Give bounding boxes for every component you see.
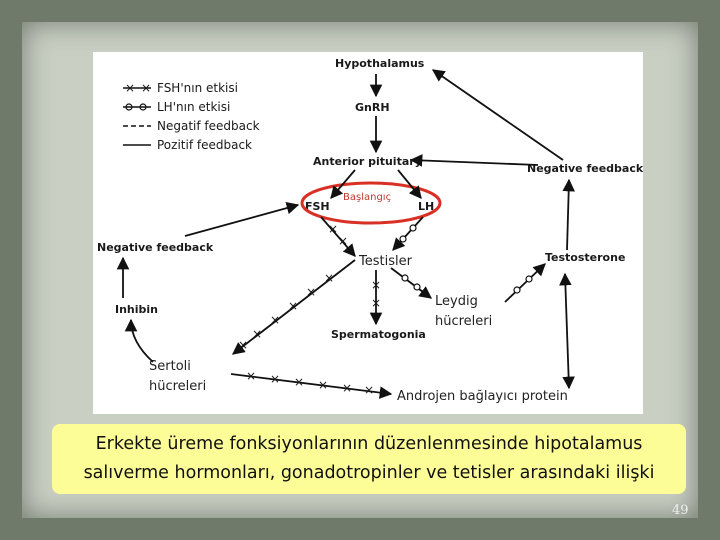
- svg-text:×: ×: [370, 296, 382, 310]
- arrow-negfb-right-to-hypothalamus: [433, 70, 563, 160]
- svg-text:×: ×: [370, 278, 382, 292]
- arrow-leydig-to-testosterone: [505, 264, 545, 302]
- svg-text:×: ×: [287, 299, 299, 313]
- svg-text:×: ×: [323, 271, 335, 285]
- node-testosterone: Testosterone: [545, 251, 626, 264]
- node-leydig-line1: Leydig: [435, 294, 478, 309]
- arrow-testosterone-to-negfb: [567, 180, 569, 250]
- start-label: Başlangıç: [343, 192, 392, 203]
- fsh-effect-marks: [238, 222, 381, 397]
- node-sertoli-line2: hücreleri: [149, 379, 207, 394]
- node-negative-feedback-right: Negative feedback: [527, 162, 643, 175]
- page-number: 49: [672, 503, 689, 518]
- caption-line-1: Erkekte üreme fonksiyonlarının düzenlenmesinde hipotalamus: [95, 434, 643, 454]
- node-androgen-binding-protein: Androjen bağlayıcı protein: [397, 389, 568, 404]
- svg-text:×: ×: [317, 378, 329, 392]
- legend-lh-effect: LH'nın etkisi: [157, 100, 231, 114]
- arrow-negfb-right-to-pituitary: [411, 160, 538, 165]
- arrow-testosterone-to-abp: [565, 274, 569, 388]
- node-leydig-line2: hücreleri: [435, 314, 493, 329]
- svg-text:×: ×: [269, 372, 281, 386]
- caption-box: [52, 424, 686, 494]
- node-testes: Testisler: [359, 254, 412, 269]
- caption-line-2: salıverme hormonları, gonadotropinler ve tetisler arasındaki ilişki: [83, 463, 655, 483]
- svg-text:×: ×: [337, 234, 349, 248]
- svg-text:×: ×: [293, 375, 305, 389]
- arrow-negfb-left-to-fsh: [185, 205, 298, 236]
- svg-text:×: ×: [141, 81, 152, 95]
- node-negative-feedback-left: Negative feedback: [97, 241, 214, 254]
- svg-text:×: ×: [341, 381, 353, 395]
- node-fsh: FSH: [305, 200, 330, 213]
- svg-text:×: ×: [363, 383, 375, 397]
- legend-fsh-effect: FSH'nın etkisi: [157, 81, 238, 95]
- svg-text:×: ×: [245, 369, 257, 383]
- node-lh: LH: [418, 200, 435, 213]
- node-spermatogonia: Spermatogonia: [331, 328, 426, 341]
- svg-text:×: ×: [305, 285, 317, 299]
- node-sertoli-line1: Sertoli: [149, 359, 191, 374]
- legend-negative-feedback: Negatif feedback: [157, 119, 260, 133]
- node-anterior-pituitary: Anterior pituitary: [313, 155, 422, 168]
- hormone-regulation-diagram: [93, 52, 643, 414]
- arrow-testes-to-leydig: [391, 268, 431, 298]
- lh-effect-marks: [400, 225, 532, 293]
- node-hypothalamus: Hypothalamus: [335, 57, 425, 70]
- svg-text:×: ×: [269, 313, 281, 327]
- svg-text:×: ×: [327, 222, 339, 236]
- legend-positive-feedback: Pozitif feedback: [157, 138, 252, 152]
- svg-text:×: ×: [125, 81, 136, 95]
- node-gnrh: GnRH: [355, 101, 390, 114]
- legend: [123, 81, 260, 152]
- arrow-sertoli-to-inhibin: [131, 320, 153, 362]
- svg-text:×: ×: [237, 338, 249, 352]
- svg-text:×: ×: [251, 327, 263, 341]
- node-inhibin: Inhibin: [115, 303, 159, 316]
